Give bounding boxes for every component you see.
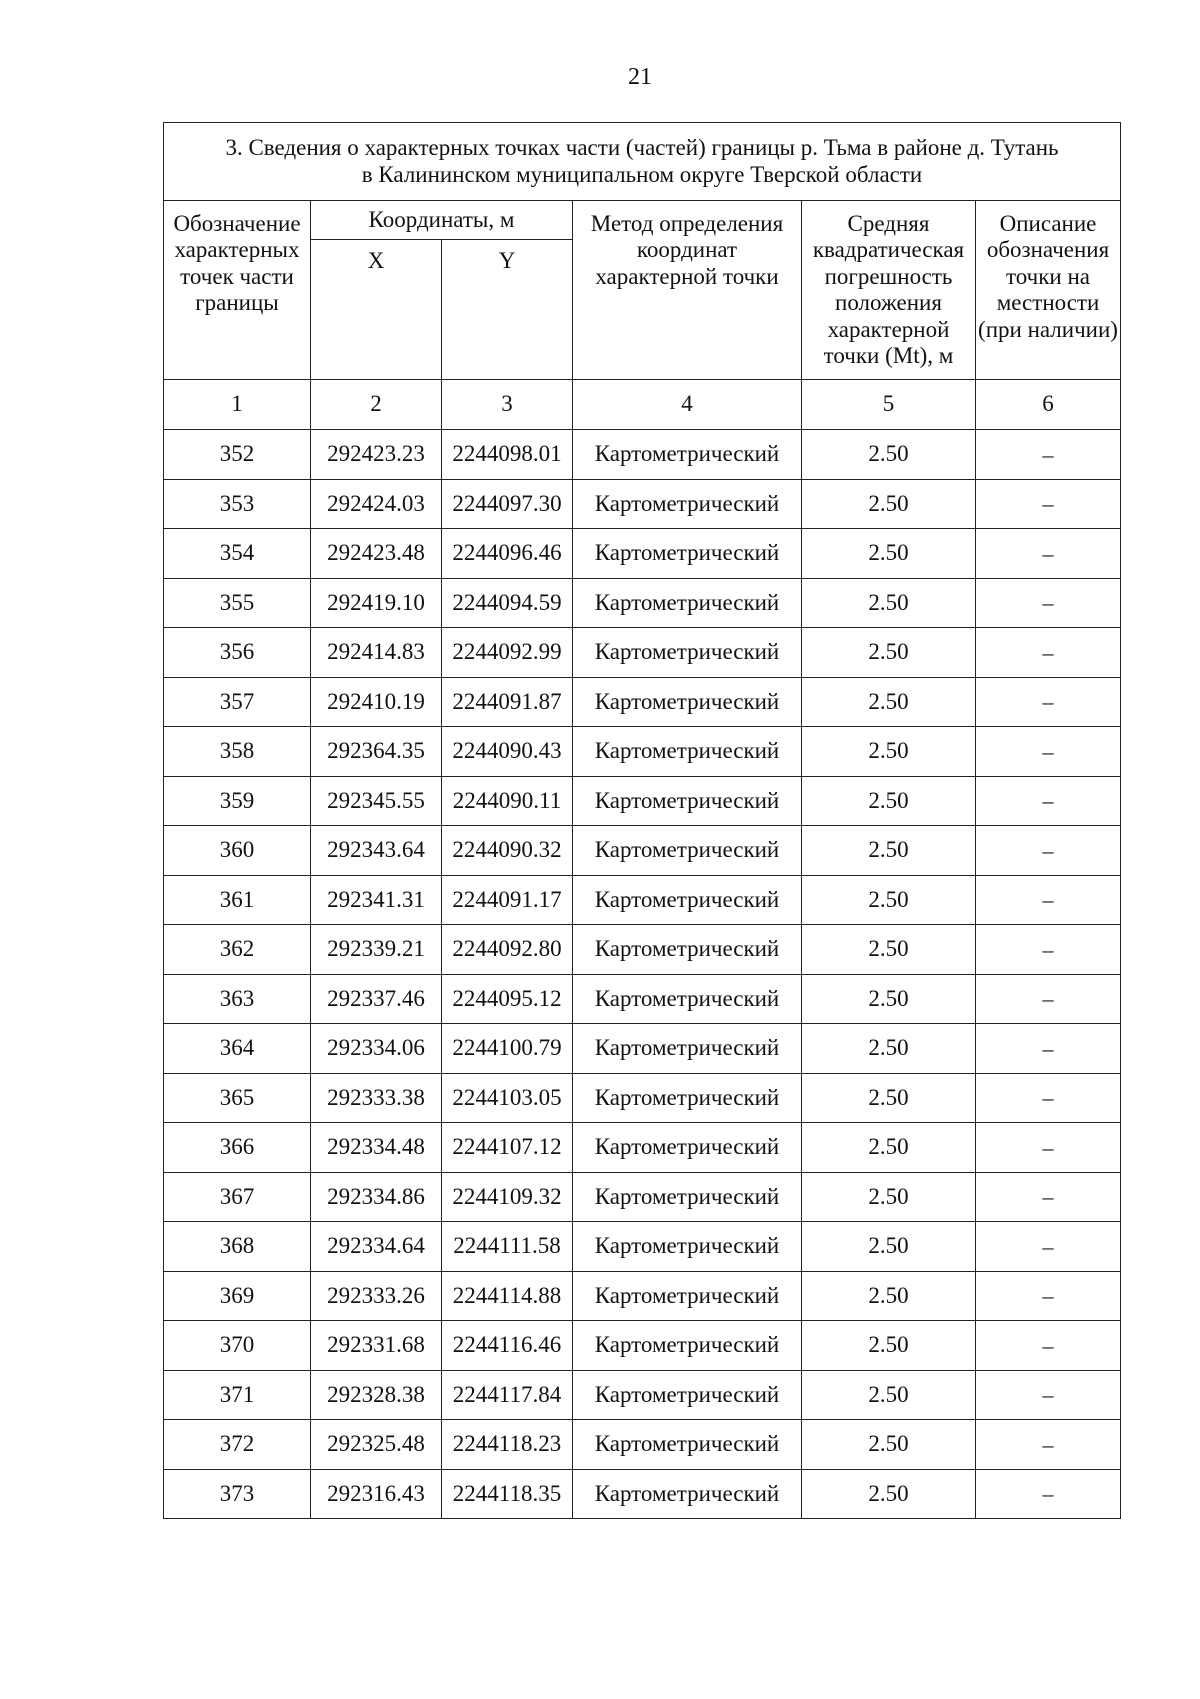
header-y: Y bbox=[442, 240, 573, 380]
description-cell: – bbox=[976, 727, 1121, 777]
table-title-line2: в Калининском муниципальном округе Тверской области bbox=[361, 161, 923, 187]
point-id-cell: 370 bbox=[164, 1321, 311, 1371]
error-cell: 2.50 bbox=[802, 1123, 976, 1173]
error-cell: 2.50 bbox=[802, 1469, 976, 1519]
header-coordinates: Координаты, м bbox=[311, 201, 573, 240]
error-cell: 2.50 bbox=[802, 1172, 976, 1222]
coordinate-y-cell: 2244091.17 bbox=[442, 875, 573, 925]
coordinate-y-cell: 2244114.88 bbox=[442, 1271, 573, 1321]
coordinate-x-cell: 292339.21 bbox=[311, 925, 442, 975]
coordinate-x-cell: 292410.19 bbox=[311, 677, 442, 727]
coordinate-x-cell: 292334.64 bbox=[311, 1222, 442, 1272]
coordinate-y-cell: 2244096.46 bbox=[442, 529, 573, 579]
method-cell: Картометрический bbox=[573, 430, 802, 480]
error-cell: 2.50 bbox=[802, 925, 976, 975]
table-row bbox=[164, 1420, 1121, 1470]
coordinate-x-cell: 292424.03 bbox=[311, 479, 442, 529]
description-cell: – bbox=[976, 1073, 1121, 1123]
method-cell: Картометрический bbox=[573, 875, 802, 925]
error-cell: 2.50 bbox=[802, 826, 976, 876]
table-row bbox=[164, 727, 1121, 777]
table-row bbox=[164, 925, 1121, 975]
header-description: Описание обозначения точки на местности (при наличии) bbox=[976, 201, 1121, 380]
method-cell: Картометрический bbox=[573, 1172, 802, 1222]
method-cell: Картометрический bbox=[573, 1321, 802, 1371]
table-row bbox=[164, 1370, 1121, 1420]
method-cell: Картометрический bbox=[573, 776, 802, 826]
coordinate-y-cell: 2244097.30 bbox=[442, 479, 573, 529]
header-x: X bbox=[311, 240, 442, 380]
coordinate-x-cell: 292423.48 bbox=[311, 529, 442, 579]
method-cell: Картометрический bbox=[573, 1123, 802, 1173]
point-id-cell: 359 bbox=[164, 776, 311, 826]
method-cell: Картометрический bbox=[573, 1370, 802, 1420]
method-cell: Картометрический bbox=[573, 529, 802, 579]
point-id-cell: 358 bbox=[164, 727, 311, 777]
method-cell: Картометрический bbox=[573, 1420, 802, 1470]
coordinate-y-cell: 2244111.58 bbox=[442, 1222, 573, 1272]
point-id-cell: 353 bbox=[164, 479, 311, 529]
coordinate-x-cell: 292343.64 bbox=[311, 826, 442, 876]
column-number: 5 bbox=[802, 380, 976, 430]
point-id-cell: 367 bbox=[164, 1172, 311, 1222]
table-title-line1: 3. Сведения о характерных точках части (частей) границы р. Тьма в районе д. Тутань bbox=[225, 135, 1059, 161]
method-cell: Картометрический bbox=[573, 925, 802, 975]
coordinate-x-cell: 292423.23 bbox=[311, 430, 442, 480]
method-cell: Картометрический bbox=[573, 479, 802, 529]
coordinate-x-cell: 292341.31 bbox=[311, 875, 442, 925]
coordinate-x-cell: 292364.35 bbox=[311, 727, 442, 777]
description-cell: – bbox=[976, 875, 1121, 925]
header-designation: Обозначение характерных точек части границы bbox=[164, 201, 311, 380]
description-cell: – bbox=[976, 578, 1121, 628]
error-cell: 2.50 bbox=[802, 875, 976, 925]
characteristic-points-table bbox=[163, 122, 1121, 1519]
method-cell: Картометрический bbox=[573, 1222, 802, 1272]
description-cell: – bbox=[976, 677, 1121, 727]
error-cell: 2.50 bbox=[802, 1222, 976, 1272]
error-cell: 2.50 bbox=[802, 1024, 976, 1074]
description-cell: – bbox=[976, 776, 1121, 826]
method-cell: Картометрический bbox=[573, 628, 802, 678]
point-id-cell: 354 bbox=[164, 529, 311, 579]
description-cell: – bbox=[976, 529, 1121, 579]
description-cell: – bbox=[976, 925, 1121, 975]
point-id-cell: 372 bbox=[164, 1420, 311, 1470]
error-cell: 2.50 bbox=[802, 1420, 976, 1470]
coordinate-y-cell: 2244090.11 bbox=[442, 776, 573, 826]
method-cell: Картометрический bbox=[573, 1073, 802, 1123]
method-cell: Картометрический bbox=[573, 826, 802, 876]
description-cell: – bbox=[976, 1420, 1121, 1470]
description-cell: – bbox=[976, 1024, 1121, 1074]
coordinate-x-cell: 292328.38 bbox=[311, 1370, 442, 1420]
coordinate-x-cell: 292333.26 bbox=[311, 1271, 442, 1321]
coordinate-y-cell: 2244098.01 bbox=[442, 430, 573, 480]
description-cell: – bbox=[976, 1321, 1121, 1371]
description-cell: – bbox=[976, 1469, 1121, 1519]
table-row bbox=[164, 1123, 1121, 1173]
coordinate-y-cell: 2244090.32 bbox=[442, 826, 573, 876]
point-id-cell: 373 bbox=[164, 1469, 311, 1519]
column-number: 4 bbox=[573, 380, 802, 430]
coordinate-y-cell: 2244118.35 bbox=[442, 1469, 573, 1519]
table-row bbox=[164, 430, 1121, 480]
point-id-cell: 368 bbox=[164, 1222, 311, 1272]
column-number: 2 bbox=[311, 380, 442, 430]
description-cell: – bbox=[976, 1370, 1121, 1420]
description-cell: – bbox=[976, 974, 1121, 1024]
error-cell: 2.50 bbox=[802, 479, 976, 529]
table-row bbox=[164, 529, 1121, 579]
description-cell: – bbox=[976, 1123, 1121, 1173]
table-row bbox=[164, 1024, 1121, 1074]
error-cell: 2.50 bbox=[802, 578, 976, 628]
description-cell: – bbox=[976, 1271, 1121, 1321]
table-row bbox=[164, 578, 1121, 628]
coordinate-y-cell: 2244092.99 bbox=[442, 628, 573, 678]
point-id-cell: 369 bbox=[164, 1271, 311, 1321]
coordinate-y-cell: 2244092.80 bbox=[442, 925, 573, 975]
column-number: 1 bbox=[164, 380, 311, 430]
coordinate-y-cell: 2244116.46 bbox=[442, 1321, 573, 1371]
coordinate-x-cell: 292414.83 bbox=[311, 628, 442, 678]
coordinate-x-cell: 292333.38 bbox=[311, 1073, 442, 1123]
coordinate-x-cell: 292337.46 bbox=[311, 974, 442, 1024]
point-id-cell: 355 bbox=[164, 578, 311, 628]
description-cell: – bbox=[976, 1172, 1121, 1222]
table-row bbox=[164, 1222, 1121, 1272]
table-title bbox=[164, 123, 1121, 201]
error-cell: 2.50 bbox=[802, 529, 976, 579]
point-id-cell: 366 bbox=[164, 1123, 311, 1173]
description-cell: – bbox=[976, 430, 1121, 480]
description-cell: – bbox=[976, 628, 1121, 678]
coordinate-x-cell: 292334.48 bbox=[311, 1123, 442, 1173]
error-cell: 2.50 bbox=[802, 776, 976, 826]
error-cell: 2.50 bbox=[802, 430, 976, 480]
coordinate-y-cell: 2244103.05 bbox=[442, 1073, 573, 1123]
table-row bbox=[164, 826, 1121, 876]
coordinate-y-cell: 2244118.23 bbox=[442, 1420, 573, 1470]
header-method: Метод определения координат характерной точки bbox=[573, 201, 802, 380]
coordinate-x-cell: 292345.55 bbox=[311, 776, 442, 826]
coordinate-y-cell: 2244091.87 bbox=[442, 677, 573, 727]
method-cell: Картометрический bbox=[573, 1024, 802, 1074]
error-cell: 2.50 bbox=[802, 727, 976, 777]
coordinate-y-cell: 2244100.79 bbox=[442, 1024, 573, 1074]
method-cell: Картометрический bbox=[573, 974, 802, 1024]
coordinate-x-cell: 292334.06 bbox=[311, 1024, 442, 1074]
point-id-cell: 363 bbox=[164, 974, 311, 1024]
method-cell: Картометрический bbox=[573, 578, 802, 628]
point-id-cell: 371 bbox=[164, 1370, 311, 1420]
coordinate-x-cell: 292325.48 bbox=[311, 1420, 442, 1470]
error-cell: 2.50 bbox=[802, 677, 976, 727]
point-id-cell: 352 bbox=[164, 430, 311, 480]
table-row bbox=[164, 776, 1121, 826]
method-cell: Картометрический bbox=[573, 1469, 802, 1519]
column-number-row bbox=[164, 380, 1121, 430]
point-id-cell: 360 bbox=[164, 826, 311, 876]
column-number: 6 bbox=[976, 380, 1121, 430]
description-cell: – bbox=[976, 826, 1121, 876]
point-id-cell: 365 bbox=[164, 1073, 311, 1123]
table-row bbox=[164, 479, 1121, 529]
coordinate-y-cell: 2244107.12 bbox=[442, 1123, 573, 1173]
point-id-cell: 362 bbox=[164, 925, 311, 975]
coordinate-x-cell: 292316.43 bbox=[311, 1469, 442, 1519]
point-id-cell: 356 bbox=[164, 628, 311, 678]
method-cell: Картометрический bbox=[573, 1271, 802, 1321]
coordinate-x-cell: 292331.68 bbox=[311, 1321, 442, 1371]
point-id-cell: 361 bbox=[164, 875, 311, 925]
coordinate-y-cell: 2244095.12 bbox=[442, 974, 573, 1024]
page-number: 21 bbox=[628, 64, 652, 90]
error-cell: 2.50 bbox=[802, 1370, 976, 1420]
coordinate-y-cell: 2244109.32 bbox=[442, 1172, 573, 1222]
table-row bbox=[164, 974, 1121, 1024]
column-number: 3 bbox=[442, 380, 573, 430]
method-cell: Картометрический bbox=[573, 727, 802, 777]
table-row bbox=[164, 1073, 1121, 1123]
table-row bbox=[164, 628, 1121, 678]
point-id-cell: 364 bbox=[164, 1024, 311, 1074]
header-error: Средняя квадратическая погрешность положения характерной точки (Mt), м bbox=[802, 201, 976, 380]
table-body bbox=[164, 430, 1121, 1519]
coordinate-x-cell: 292334.86 bbox=[311, 1172, 442, 1222]
error-cell: 2.50 bbox=[802, 974, 976, 1024]
description-cell: – bbox=[976, 479, 1121, 529]
description-cell: – bbox=[976, 1222, 1121, 1272]
error-cell: 2.50 bbox=[802, 1271, 976, 1321]
coordinate-y-cell: 2244117.84 bbox=[442, 1370, 573, 1420]
method-cell: Картометрический bbox=[573, 677, 802, 727]
table-row bbox=[164, 1469, 1121, 1519]
error-cell: 2.50 bbox=[802, 1321, 976, 1371]
error-cell: 2.50 bbox=[802, 628, 976, 678]
table-row bbox=[164, 1271, 1121, 1321]
coordinate-y-cell: 2244090.43 bbox=[442, 727, 573, 777]
coordinate-y-cell: 2244094.59 bbox=[442, 578, 573, 628]
error-cell: 2.50 bbox=[802, 1073, 976, 1123]
table-row bbox=[164, 1172, 1121, 1222]
table-row bbox=[164, 875, 1121, 925]
coordinate-x-cell: 292419.10 bbox=[311, 578, 442, 628]
point-id-cell: 357 bbox=[164, 677, 311, 727]
table-row bbox=[164, 1321, 1121, 1371]
table-row bbox=[164, 677, 1121, 727]
